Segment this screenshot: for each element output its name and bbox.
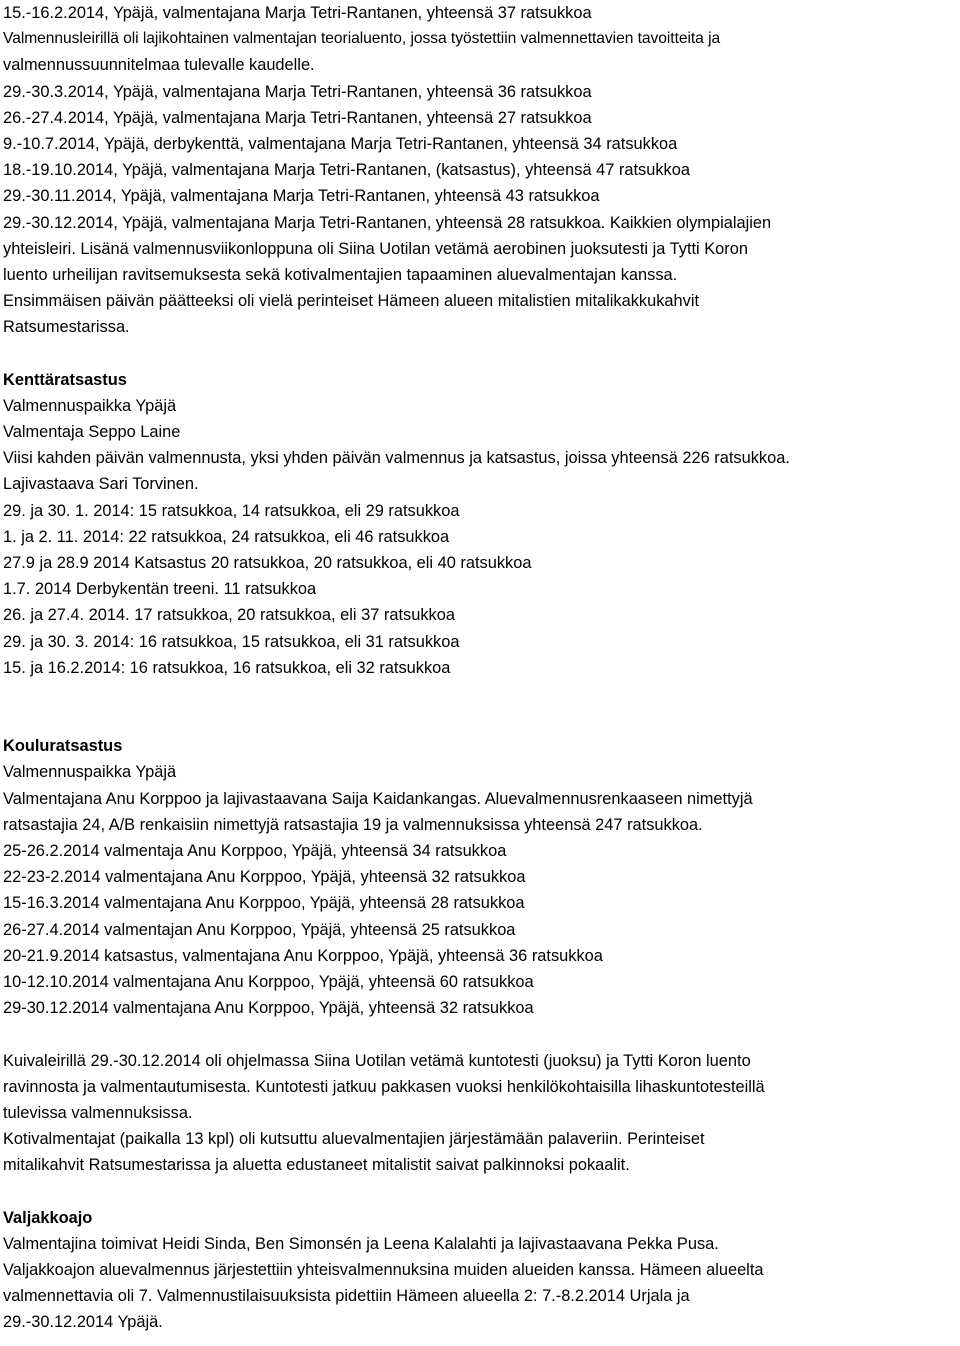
text-line: Kotivalmentajat (paikalla 13 kpl) oli kutsuttu aluevalmentajien järjestämään palaveriin. Perinteiset	[3, 1130, 705, 1149]
text-line: 20-21.9.2014 katsastus, valmentajana Anu Korppoo, Ypäjä, yhteensä 36 ratsukkoa	[3, 946, 603, 965]
text-line: 26-27.4.2014 valmentajan Anu Korppoo, Ypäjä, yhteensä 25 ratsukkoa	[3, 920, 516, 939]
text-line: 26. ja 27.4. 2014. 17 ratsukkoa, 20 ratsukkoa, eli 37 ratsukkoa	[3, 606, 455, 625]
text-line: 29.-30.12.2014 Ypäjä.	[3, 1313, 163, 1332]
text-line: 10-12.10.2014 valmentajana Anu Korppoo, Ypäjä, yhteensä 60 ratsukkoa	[3, 972, 534, 991]
kenttaratsastus-section	[3, 367, 958, 681]
spacer	[3, 340, 958, 366]
text-line: Valmennuspaikka Ypäjä	[3, 763, 177, 782]
text-line: 29.-30.3.2014, Ypäjä, valmentajana Marja Tetri-Rantanen, yhteensä 36 ratsukkoa	[3, 82, 592, 101]
text-line: Ratsumestarissa.	[3, 318, 130, 337]
spacer	[3, 681, 958, 733]
section-heading: Valjakkoajo	[3, 1208, 93, 1227]
text-line: luento urheilijan ravitsemuksesta sekä kotivalmentajien tapaaminen aluevalmentajan kanssa.	[3, 265, 678, 284]
text-line: 22-23-2.2014 valmentajana Anu Korppoo, Ypäjä, yhteensä 32 ratsukkoa	[3, 868, 526, 887]
text-line: Valjakkoajon aluevalmennus järjestettiin yhteisvalmennuksina muiden alueiden kanssa. Hämeen alueelta	[3, 1261, 764, 1280]
text-line: Valmentajana Anu Korppoo ja lajivastaavana Saija Kaidankangas. Aluevalmennusrenkaaseen nimettyjä	[3, 789, 753, 808]
text-line: 29. ja 30. 3. 2014: 16 ratsukkoa, 15 ratsukkoa, eli 31 ratsukkoa	[3, 632, 460, 651]
text-line: 1. ja 2. 11. 2014: 22 ratsukkoa, 24 ratsukkoa, eli 46 ratsukkoa	[3, 527, 450, 546]
text-line: ravinnosta ja valmentautumisesta. Kuntotesti jatkuu pakkasen vuoksi henkilökohtaisilla lihaskuntotesteillä	[3, 1077, 765, 1096]
text-line: 25-26.2.2014 valmentaja Anu Korppoo, Ypäjä, yhteensä 34 ratsukkoa	[3, 842, 507, 861]
text-line: mitalikahvit Ratsumestarissa ja aluetta edustaneet mitalistit saivat palkinnoksi pokaalit.	[3, 1156, 630, 1175]
section-heading: Kenttäratsastus	[3, 370, 127, 389]
text-line: 9.-10.7.2014, Ypäjä, derbykenttä, valmentajana Marja Tetri-Rantanen, yhteensä 34 ratsukkoa	[3, 134, 678, 153]
text-line: 18.-19.10.2014, Ypäjä, valmentajana Marja Tetri-Rantanen, (katsastus), yhteensä 47 ratsukkoa	[3, 161, 690, 180]
text-line: ratsastajia 24, A/B renkaisiin nimettyjä ratsastajia 19 ja valmennuksissa yhteensä 247 ratsukkoa.	[3, 815, 703, 834]
text-line: 29. ja 30. 1. 2014: 15 ratsukkoa, 14 ratsukkoa, eli 29 ratsukkoa	[3, 501, 460, 520]
text-line: tulevissa valmennuksissa.	[3, 1103, 193, 1122]
text-line: Valmentaja Seppo Laine	[3, 423, 181, 441]
text-line: Valmennuspaikka Ypäjä	[3, 396, 177, 415]
section-heading: Kouluratsastus	[3, 737, 123, 756]
document-page	[3, 0, 958, 1336]
text-line: 29.-30.11.2014, Ypäjä, valmentajana Marja Tetri-Rantanen, yhteensä 43 ratsukkoa	[3, 187, 600, 206]
text-line: Valmennusleirillä oli lajikohtainen valmentajan teorialuento, jossa työstettiin valmennettavien tavoitteita ja	[3, 30, 721, 48]
valjakkoajo-section	[3, 1205, 958, 1336]
text-line: yhteisleiri. Lisänä valmennusviikonloppuna oli Siina Uotilan vetämä aerobinen juoksutesti ja Tytti Koron	[3, 239, 748, 258]
text-line: Viisi kahden päivän valmennusta, yksi yhden päivän valmennus ja katsastus, joissa yhteensä 226 ratsukkoa.	[3, 449, 790, 468]
spacer	[3, 1021, 958, 1047]
text-line: 29.-30.12.2014, Ypäjä, valmentajana Marja Tetri-Rantanen, yhteensä 28 ratsukkoa. Kaikkien olympialajien	[3, 213, 772, 232]
text-line: 15.-16.2.2014, Ypäjä, valmentajana Marja Tetri-Rantanen, yhteensä 37 ratsukkoa	[3, 4, 592, 22]
text-line: 15-16.3.2014 valmentajana Anu Korppoo, Ypäjä, yhteensä 28 ratsukkoa	[3, 894, 525, 913]
text-line: 26.-27.4.2014, Ypäjä, valmentajana Marja Tetri-Rantanen, yhteensä 27 ratsukkoa	[3, 108, 592, 127]
kouluratsastus-section	[3, 733, 958, 1178]
text-line: 15. ja 16.2.2014: 16 ratsukkoa, 16 ratsukkoa, eli 32 ratsukkoa	[3, 658, 451, 677]
text-line: valmennussuunnitelmaa tulevalle kaudelle.	[3, 56, 315, 75]
text-line: 29-30.12.2014 valmentajana Anu Korppoo, Ypäjä, yhteensä 32 ratsukkoa	[3, 999, 534, 1018]
intro-section	[3, 0, 958, 340]
text-line: 27.9 ja 28.9 2014 Katsastus 20 ratsukkoa, 20 ratsukkoa, eli 40 ratsukkoa	[3, 553, 532, 572]
text-line: Lajivastaava Sari Torvinen.	[3, 475, 199, 494]
spacer	[3, 1178, 958, 1204]
text-line: Kuivaleirillä 29.-30.12.2014 oli ohjelmassa Siina Uotilan vetämä kuntotesti (juoksu) ja Tytti Koron luento	[3, 1051, 751, 1070]
text-line: 1.7. 2014 Derbykentän treeni. 11 ratsukkoa	[3, 580, 317, 599]
text-line: Ensimmäisen päivän päätteeksi oli vielä perinteiset Hämeen alueen mitalistien mitalikakkukahvit	[3, 292, 700, 311]
text-line: valmennettavia oli 7. Valmennustilaisuuksista pidettiin Hämeen alueella 2: 7.-8.2.2014 Urjala ja	[3, 1287, 690, 1306]
text-line: Valmentajina toimivat Heidi Sinda, Ben Simonsén ja Leena Kalalahti ja lajivastaavana Pekka Pusa.	[3, 1234, 719, 1253]
